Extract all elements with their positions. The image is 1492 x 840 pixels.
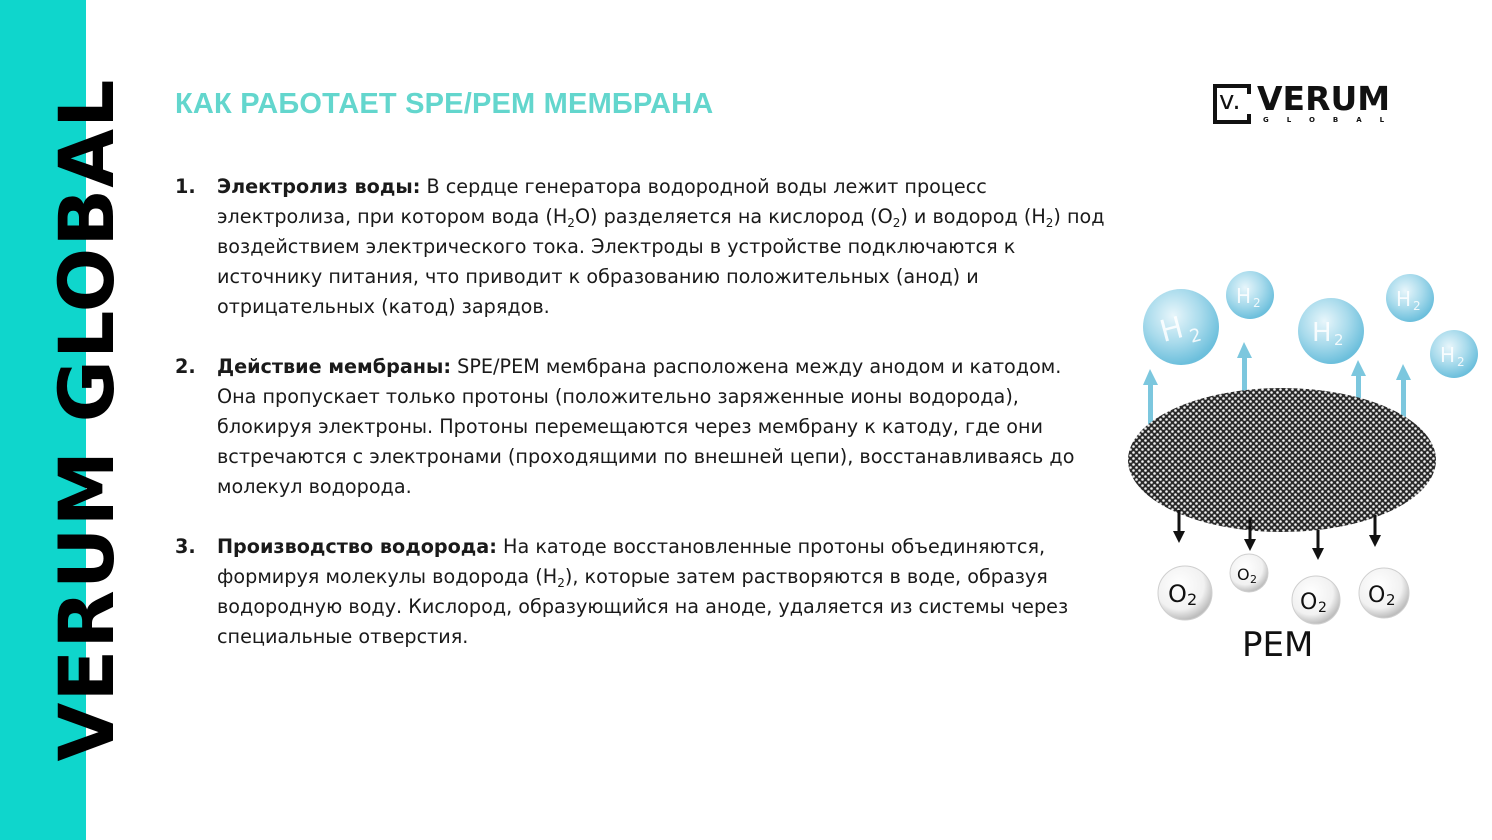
svg-text:O: O	[1168, 580, 1187, 608]
steps-list	[175, 172, 1105, 682]
side-brand-label: VERUM GLOBAL	[42, 78, 131, 762]
svg-text:2: 2	[1250, 573, 1257, 586]
h2-molecules	[1143, 271, 1478, 378]
svg-text:O: O	[1300, 590, 1318, 615]
subscript: 2	[557, 576, 565, 590]
step-heading: Производство водорода:	[217, 535, 497, 558]
step-heading: Действие мембраны:	[217, 355, 452, 378]
step-text: ) и водород (H	[900, 205, 1046, 228]
step-heading: Электролиз воды:	[217, 175, 421, 198]
svg-text:2: 2	[1187, 590, 1198, 609]
svg-text:H: H	[1236, 284, 1252, 308]
step-item-hydrogen-production	[175, 532, 1105, 652]
step-item-membrane	[175, 352, 1105, 502]
step-text: ), которые затем растворяются в воде, образуя водородную воду. Кислород, образующийся на аноде, удаляется из системы через специальные отверстия.	[217, 565, 1069, 648]
logo-mark: v.	[1219, 86, 1241, 116]
svg-text:H: H	[1312, 318, 1332, 348]
svg-text:2: 2	[1413, 299, 1421, 313]
logo-subtitle: GLOBAL	[1263, 116, 1403, 124]
pem-membrane-diagram	[1120, 265, 1490, 675]
pem-membrane	[1128, 388, 1436, 532]
svg-text:2: 2	[1334, 331, 1344, 349]
svg-text:H: H	[1396, 287, 1412, 311]
step-number: 2.	[175, 355, 196, 378]
slide-title: КАК РАБОТАЕТ SPE/PEM МЕМБРАНА	[175, 88, 714, 120]
svg-text:O: O	[1237, 565, 1250, 584]
step-text: ) под воздействием электрического тока. Электроды в устройстве подключаются к источнику питания, что приводит к образованию положительных (анод) и отрицательных (катод) зарядов.	[217, 205, 1105, 318]
step-text: SPE/PEM мембрана расположена между анодом и катодом. Она пропускает только протоны (положительно заряженные ионы водорода), блокируя электроны. Протоны перемещаются через мембрану к катоду, где они встречаются с электронами (проходящими по внешней цепи), восстанавливаясь до молекул водорода.	[217, 355, 1075, 498]
svg-text:2: 2	[1386, 591, 1396, 609]
svg-text:H: H	[1440, 343, 1456, 367]
verum-global-logo	[1213, 79, 1413, 128]
step-item-electrolysis	[175, 172, 1105, 322]
step-text: O) разделяется на кислород (O	[574, 205, 893, 228]
logo-wordmark: VERUM	[1257, 79, 1391, 118]
subscript: 2	[1045, 216, 1054, 230]
step-number: 3.	[175, 535, 196, 558]
svg-text:2: 2	[1187, 324, 1204, 348]
svg-text:2: 2	[1318, 600, 1327, 616]
svg-text:2: 2	[1253, 296, 1261, 310]
o2-molecules	[1158, 554, 1409, 624]
svg-text:2: 2	[1457, 355, 1465, 369]
svg-text:H: H	[1156, 310, 1188, 350]
pem-label: PEM	[1242, 625, 1314, 665]
subscript: 2	[567, 216, 575, 230]
step-text: В сердце генератора водородной воды лежит процесс электролиза, при котором вода (H	[217, 175, 987, 228]
svg-text:O: O	[1368, 583, 1386, 608]
step-text: На катоде восстановленные протоны объединяются, формируя молекулы водорода (H	[217, 535, 1046, 588]
subscript: 2	[892, 216, 901, 230]
step-number: 1.	[175, 175, 196, 198]
